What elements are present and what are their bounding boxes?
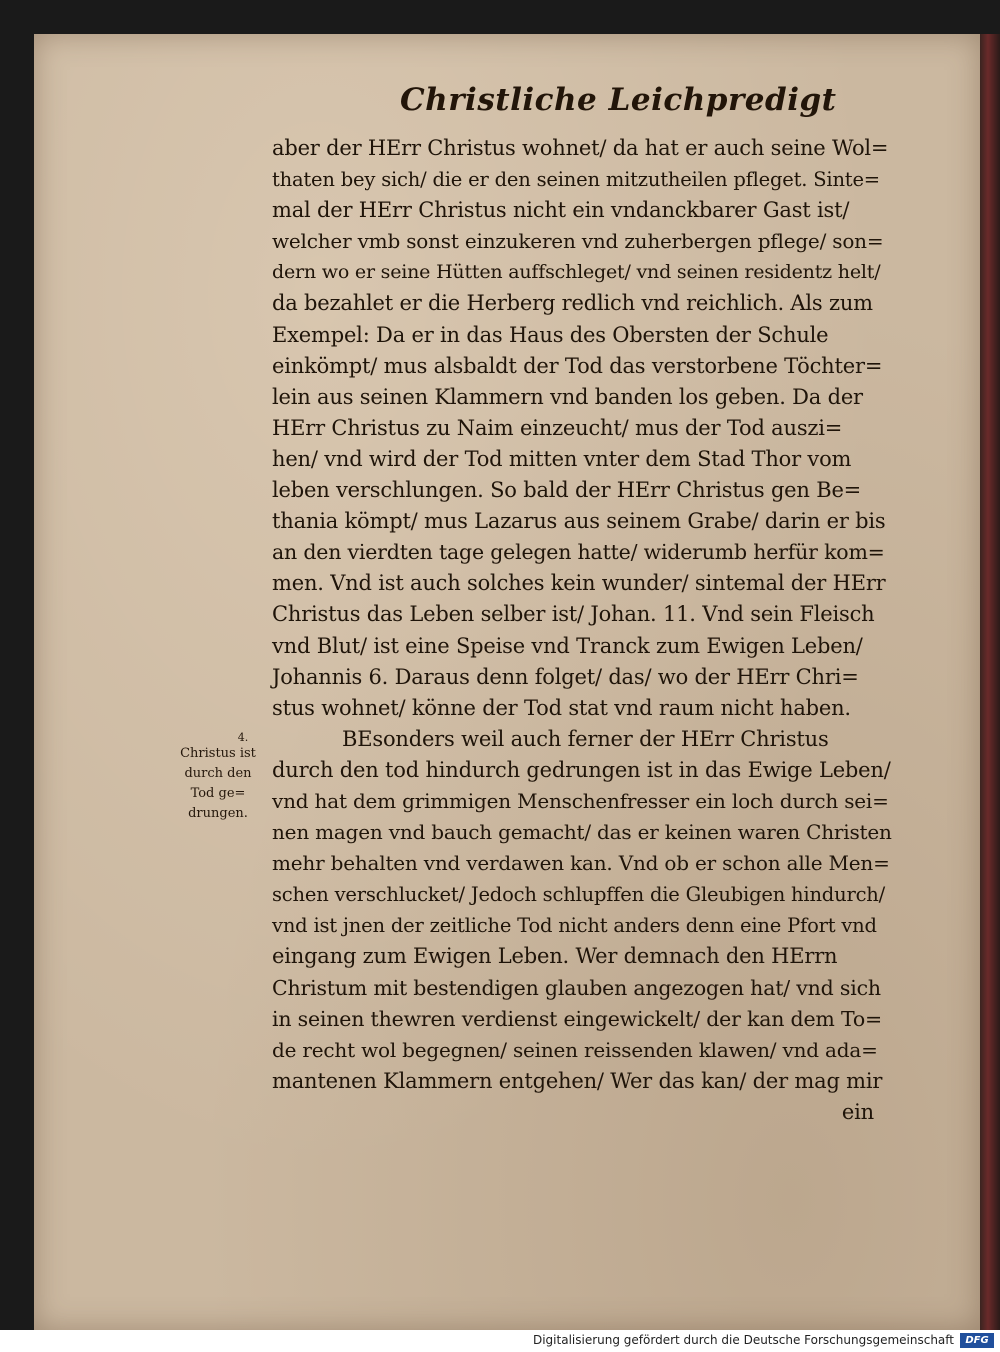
text-line: durch den tod hindurch gedrungen ist in das Ewige Leben/ [272, 757, 891, 782]
text-line: vnd Blut/ ist eine Speise vnd Tranck zum Ewigen Leben/ [272, 633, 863, 658]
text-line: thania kömpt/ mus Lazarus aus seinem Grabe/ darin er bis [272, 509, 886, 534]
body-text [272, 133, 892, 1128]
margin-note [168, 732, 268, 824]
margin-note-line: drungen. [188, 806, 248, 821]
text-line: eingang zum Ewigen Leben. Wer demnach den HErrn [272, 944, 838, 969]
dfg-logo-icon: DFG [960, 1333, 994, 1348]
text-line: men. Vnd ist auch solches kein wunder/ sintemal der HErr [272, 571, 886, 596]
text-line: da bezahlet er die Herberg redlich vnd reichlich. Als zum [272, 291, 873, 316]
book-edge [980, 34, 1000, 1330]
margin-note-number: 4. [237, 731, 249, 744]
text-line: Johannis 6. Daraus denn folget/ das/ wo der HErr Chri= [272, 664, 859, 689]
text-line: lein aus seinen Klammern vnd banden los geben. Da der [272, 384, 863, 409]
margin-note-line: Tod ge= [190, 786, 246, 801]
text-line: aber der HErr Christus wohnet/ da hat er auch seine Wol= [272, 136, 889, 160]
text-line: nen magen vnd bauch gemacht/ das er keinen waren Christen [272, 820, 892, 845]
text-line: schen verschlucket/ Jedoch schlupffen die Gleubigen hindurch/ [272, 883, 886, 907]
text-line: hen/ vnd wird der Tod mitten vnter dem Stad Thor vom [272, 446, 852, 471]
text-line: BEsonders weil auch ferner der HErr Christus [342, 726, 829, 751]
text-line: thaten bey sich/ die er den seinen mitzutheilen pfleget. Sinte= [272, 168, 880, 192]
text-line: an den vierdten tage gelegen hatte/ widerumb herfür kom= [272, 540, 885, 565]
text-line: vnd hat dem grimmigen Menschenfresser ein loch durch sei= [272, 788, 889, 813]
text-line: leben verschlungen. So bald der HErr Christus gen Be= [272, 478, 862, 503]
footer-bar [0, 1330, 1000, 1352]
text-line: Exempel: Da er in das Haus des Obersten der Schule [272, 322, 829, 347]
text-line: Christus das Leben selber ist/ Johan. 11. Vnd sein Fleisch [272, 602, 875, 627]
text-line: Christum mit bestendigen glauben angezogen hat/ vnd sich [272, 975, 881, 1000]
text-line: mehr behalten vnd verdawen kan. Vnd ob er schon alle Men= [272, 851, 890, 876]
margin-note-line: durch den [184, 766, 252, 781]
text-line: de recht wol begegnen/ seinen reissenden klawen/ vnd ada= [272, 1037, 878, 1062]
text-line: mal der HErr Christus nicht ein vndanckbarer Gast ist/ [272, 198, 850, 223]
text-line: stus wohnet/ könne der Tod stat vnd raum nicht haben. [272, 695, 851, 720]
text-line: dern wo er seine Hütten auffschleget/ vnd seinen residentz helt/ [272, 261, 881, 284]
funding-credit: Digitalisierung gefördert durch die Deutsche Forschungsgemeinschaft [532, 1333, 954, 1347]
text-line: HErr Christus zu Naim einzeucht/ mus der Tod auszi= [272, 415, 843, 440]
text-line: welcher vmb sonst einzukeren vnd zuherbergen pflege/ son= [272, 229, 884, 254]
text-line: einkömpt/ mus alsbaldt der Tod das verstorbene Töchter= [272, 353, 883, 378]
text-line: mantenen Klammern entgehen/ Wer das kan/ der mag mir [272, 1068, 883, 1093]
running-head: Christliche Leichpredigt [400, 82, 837, 118]
text-line: vnd ist jnen der zeitliche Tod nicht anders denn eine Pfort vnd [272, 914, 877, 938]
text-line: in seinen thewren verdienst eingewickelt/ der kan dem To= [272, 1006, 882, 1031]
catchword: ein [841, 1099, 874, 1124]
margin-note-line: Christus ist [180, 746, 256, 761]
